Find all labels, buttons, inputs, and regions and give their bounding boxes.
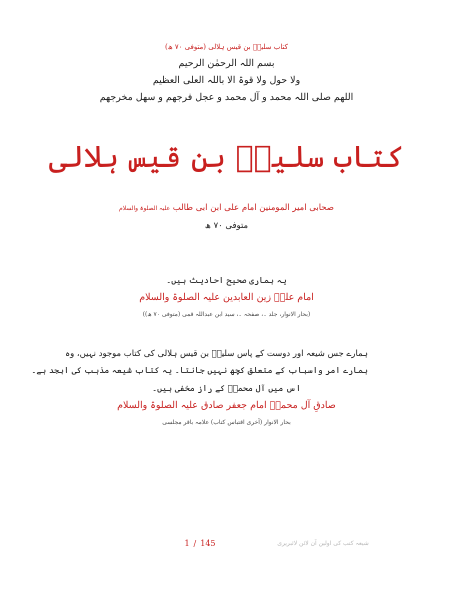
page-number bbox=[170, 540, 230, 548]
current-page-number: 1 bbox=[184, 539, 190, 548]
page-separator: / bbox=[193, 539, 197, 548]
quote-1-text: یہ ہماری صحیح احادیث ہیں۔ bbox=[166, 276, 287, 286]
quote-1-speaker: امام علیؑ زین العابدین علیہ الصلوۃ والسلام bbox=[139, 292, 314, 303]
quote-1-reference: (بحار الانوار، جلد ۔، صفحہ ۔، سید ابن عبداللہ قمی (متوفی ۷۰ ھ)) bbox=[142, 311, 311, 318]
passage-line-2: ہمارے امر واسباب کے متعلق کچھ نہیں جانتا۔ یہ کتاب شیعہ مذہب کی ابجد ہے۔ bbox=[31, 366, 368, 376]
footer-watermark: شیعہ کتب کی اولین آن لائن لائبریری bbox=[277, 540, 369, 547]
author-description bbox=[0, 204, 453, 213]
author-death-year: متوفی ۷۰ ھ bbox=[204, 221, 249, 231]
passage-line-3: اس میں آل محمدؑ کے راز مخفی ہیں۔ bbox=[152, 384, 301, 394]
author-honorific: علیہ الصلوۃ والسلام bbox=[118, 205, 171, 212]
passage-line-1: ہمارے جس شیعہ اور دوست کے پاس سلیمؓ بن قیس ہلالی کی کتاب موجود نہیں، وہ bbox=[65, 349, 368, 359]
quote-2-reference: بحار الانوار (آخری اقتباس کتاب) علامہ باقر مجلسی bbox=[162, 419, 291, 426]
running-header: کتاب سلیمؓ بن قیس ہلالی (متوفی ۷۰ ھ) bbox=[165, 43, 288, 51]
book-title: کتاب سلیمؓ بن قیس ہلالی bbox=[48, 140, 405, 175]
quote-2-speaker: صادقِ آل محمدؑ امام جعفر صادق علیہ الصلوۃ والسلام bbox=[117, 400, 336, 411]
author-description-text: صحابی امیر المومنین امام علی ابن ابی طالب bbox=[172, 203, 335, 213]
salawat: اللھم صلی اللہ محمد و آل محمد و عجل فرجھم و سھل مخرجھم bbox=[99, 92, 354, 103]
hawqala: ولا حول ولا قوۃ الا باللہ العلی العظیم bbox=[152, 75, 301, 86]
total-pages: 145 bbox=[200, 539, 216, 548]
basmala: بسم اللہ الرحمٰن الرحیم bbox=[178, 58, 275, 69]
